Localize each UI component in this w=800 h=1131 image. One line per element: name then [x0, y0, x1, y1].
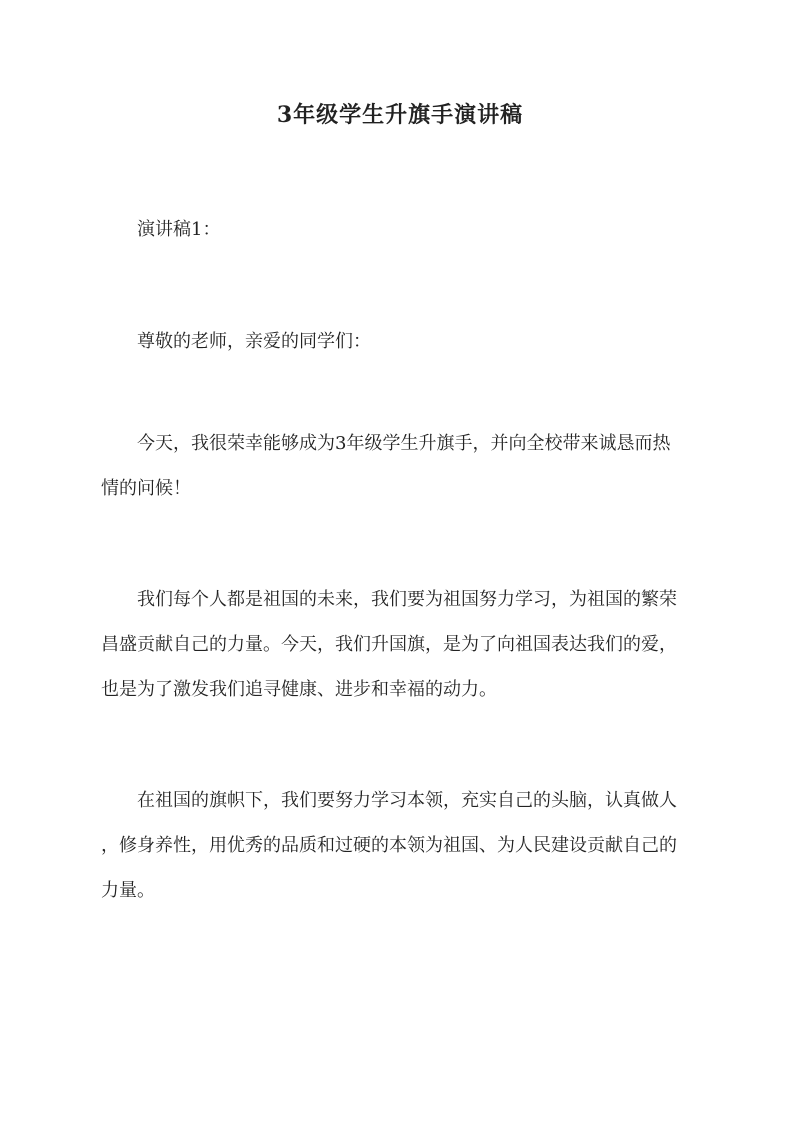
paragraph-line: 在祖国的旗帜下，我们要努力学习本领，充实自己的头脑，认真做人: [137, 790, 677, 811]
paragraph-line: 情的问候！: [101, 478, 191, 499]
section-label-text: 演讲稿1：: [137, 219, 221, 240]
paragraph-line: ，修身养性，用优秀的品质和过硬的本领为祖国、为人民建设贡献自己的: [101, 835, 677, 856]
paragraph-line: 力量。: [101, 880, 155, 901]
paragraph-3: [101, 778, 701, 913]
greeting: [101, 319, 701, 364]
section-label: [101, 207, 701, 252]
paragraph-1: [101, 421, 701, 511]
paragraph-line: 也是为了激发我们追寻健康、进步和幸福的动力。: [101, 679, 497, 700]
paragraph-line: 昌盛贡献自己的力量。今天，我们升国旗，是为了向祖国表达我们的爱，: [101, 634, 677, 655]
paragraph-line: 我们每个人都是祖国的未来，我们要为祖国努力学习，为祖国的繁荣: [137, 589, 677, 610]
document-title: 3年级学生升旗手演讲稿: [276, 102, 524, 128]
paragraph-2: [101, 577, 701, 712]
paragraph-line: 今天，我很荣幸能够成为3年级学生升旗手，并向全校带来诚恳而热: [137, 433, 671, 454]
greeting-text: 尊敬的老师，亲爱的同学们：: [137, 331, 371, 352]
